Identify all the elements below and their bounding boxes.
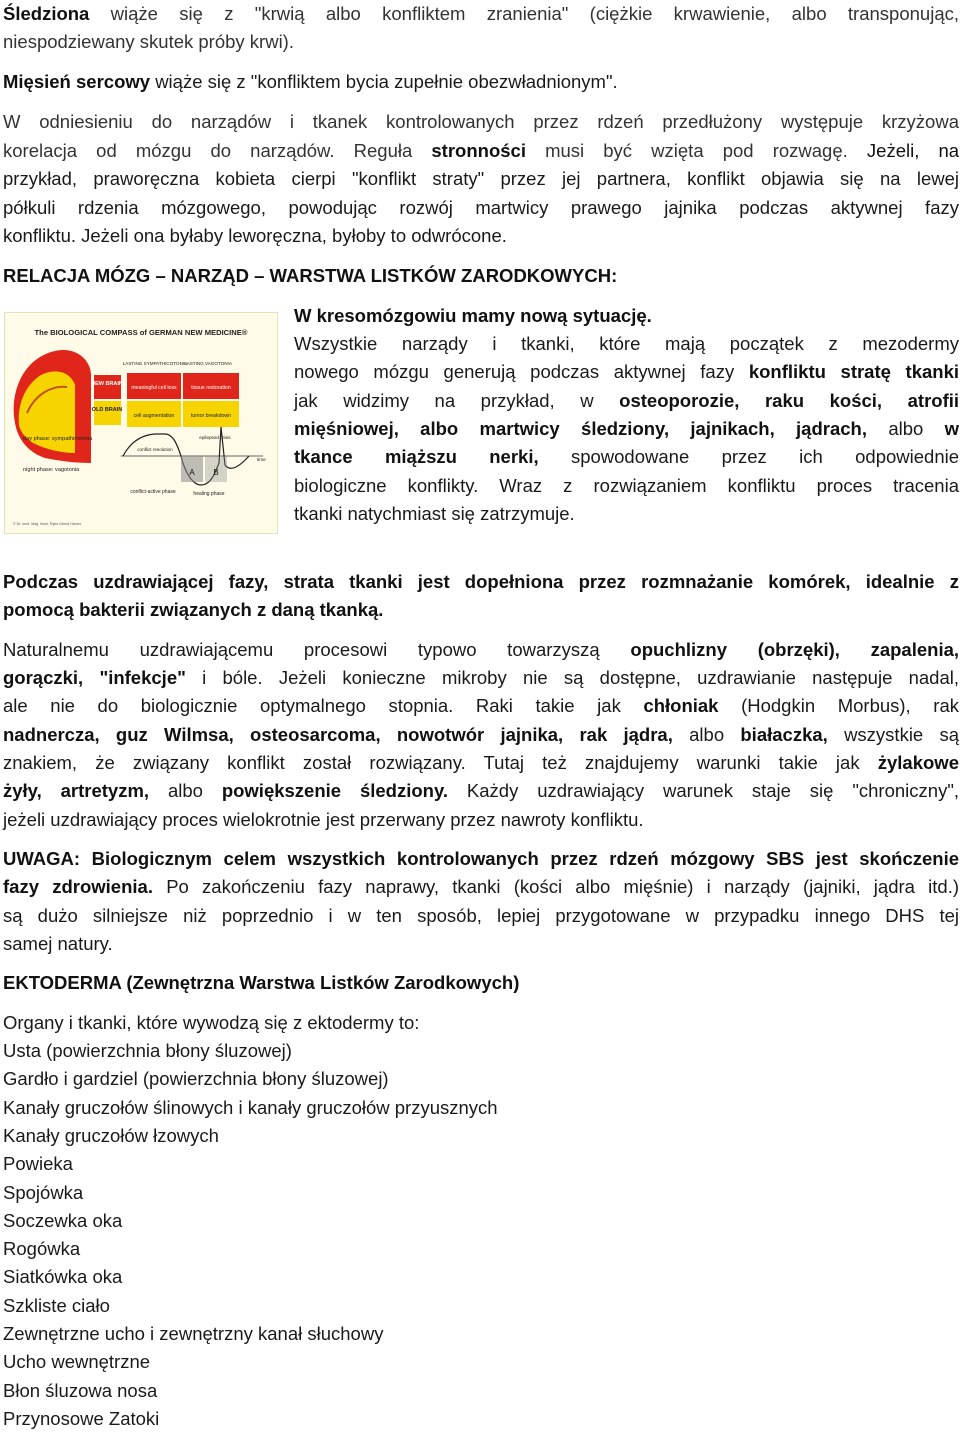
paragraph-note-line4 [3,930,959,958]
emphasis: mięśniowej, albo martwicy śledziony, jajnikach, jądrach, [294,418,867,439]
right-line4 [294,415,959,443]
right-line7 [294,500,959,528]
text: korelacja od mózgu do narządów. Reguła [3,140,413,161]
paragraph-natural-line1 [3,636,959,664]
night-phase-label: night phase: vagotonia [23,467,80,473]
section-heading-ectoderm [3,969,959,997]
term-laterality: stronności [431,140,526,161]
list-item: Siatkówka oka [3,1266,123,1288]
heading-text: RELACJA MÓZG – NARZĄD – WARSTWA LISTKÓW ZARODKOWYCH: [3,265,618,286]
text: Naturalnemu uzdrawiającemu procesowi typowo towarzyszą [3,639,600,660]
text: albo [167,780,203,801]
text: spowodowane przez ich odpowiednie [570,446,960,467]
paragraph-crossing-line3 [3,165,959,193]
cell-augmentation-label: cell augmentation [133,413,175,419]
new-brain-box [94,375,121,399]
biological-compass-figure [4,312,278,534]
figure-title: The BIOLOGICAL COMPASS of GERMAN NEW MEDICINE® [34,328,248,337]
text: musi być wzięta pod rozwagę. [545,140,848,161]
heading-text: W kresomózgowiu mamy nową sytuację. [294,305,652,326]
text: tkanki natychmiast się zatrzymuje. [294,503,575,524]
paragraph-heart [3,68,959,96]
cell-loss-label: meaningful cell loss [131,385,177,391]
old-brain-box [91,401,123,425]
label-b: B [213,468,219,477]
paragraph-crossing-line1 [3,108,959,136]
paragraph-crossing-line4 [3,194,959,222]
list-item: Soczewka oka [3,1209,123,1231]
epileptoid-crisis-label: epileptoid crisis [199,435,231,440]
time-label: time [257,457,266,462]
emphasis: gorączki, "infekcje" [3,667,186,688]
paragraph-healing-line2 [3,596,959,624]
list-item: Usta (powierzchnia błony śluzowej) [3,1040,292,1061]
emphasis: nadnercza, guz Wilmsa, osteosarcoma, nowotwór jajnika, rak jądra, [3,724,673,745]
text: albo [689,724,725,745]
label-a: A [189,468,195,477]
text: wszystkie są [844,724,960,745]
term-spleen: Śledziona [3,3,90,24]
list-item: Zewnętrzne ucho i zewnętrzny kanał słuchowy [3,1323,384,1344]
paragraph-note-line2 [3,873,959,901]
biological-compass-diagram [5,313,277,533]
text: biologiczne konflikty. Wraz z rozwiązaniem konfliktu proces tracenia [294,475,959,496]
list-intro: Organy i tkanki, które wywodzą się z ektodermy to: [3,1012,420,1033]
tumor-breakdown-label: tumor breakdown [190,413,232,419]
text: wiąże się z "konfliktem bycia zupełnie obezwładnionym". [155,71,618,92]
new-brain-label: NEW BRAIN [91,381,123,387]
text: W odniesieniu do narządów i tkanek kontrolowanych przez rdzeń przedłużony występuje krzyżowa [3,111,959,132]
paragraph-natural-line7 [3,806,959,834]
text: są dużo silniejsze niż poprzednio i w ten sposób, lepiej przygotowane w przypadku innego DHS tej [3,905,959,926]
emphasis: w [944,418,959,439]
text: Jeżeli, na [866,140,960,161]
text: znakiem, że związany konflikt został rozwiązany. Tutaj też znajdujemy warunki takie jak [3,752,860,773]
text: wiąże się z "krwią albo konfliktem zranienia" (ciężkie krwawienie, albo transponując, [110,3,959,24]
list-item: Kanały gruczołów ślinowych i kanały gruczołów przyusznych [3,1096,498,1118]
healing-phase-label: healing phase [193,491,225,497]
emphasis: pomocą bakterii związanych z daną tkanką. [3,599,384,620]
conflict-resolution-label: conflict resolution [137,447,173,452]
list-item: Ucho wewnętrzne [3,1351,151,1373]
text: albo [888,418,924,439]
emphasis: UWAGA: Biologicznym celem wszystkich kontrolowanych przez rdzeń mózgowy SBS jest skończenie [3,848,959,869]
old-brain-label: OLD BRAIN [91,407,123,413]
paragraph-note-line1 [3,845,959,873]
paragraph-crossing-line2 [3,137,959,165]
emphasis: fazy zdrowienia. [3,876,153,897]
paragraph-natural-line2 [3,664,959,692]
emphasis: Podczas uzdrawiającej fazy, strata tkanki jest dopełniona przez rozmnażanie komórek, idealnie z [3,571,959,592]
paragraph-healing-line1 [3,568,959,596]
paragraph-natural-line5 [3,749,959,777]
lasting-vagotonia-label: LASTING VAGOTONIA [184,361,232,366]
text: jeżeli uzdrawiający proces wielokrotnie jest przerwany przez nawroty konfliktu. [3,809,644,830]
conflict-active-phase-label: conflict-active phase [130,489,176,495]
emphasis: białaczka, [740,724,828,745]
paragraph-natural-line3 [3,692,959,720]
emphasis: żylakowe [877,752,959,773]
right-heading [294,302,959,330]
right-line3 [294,387,959,415]
list-item: Spojówka [3,1181,84,1203]
paragraph-spleen [3,0,959,28]
paragraph-spleen-cont [3,28,959,56]
list-item: Rogówka [3,1238,81,1260]
tissue-restoration-label: tissue restoration [191,385,231,391]
text: półkuli rdzenia mózgowego, powodując rozwój martwicy prawego jajnika podczas aktywnej fazy [3,197,959,218]
text: nowego mózgu generują podczas aktywnej fazy [294,361,735,382]
text: niespodziewany skutek próby krwi). [3,31,294,52]
copyright-label: © Dr. med. Mag. theol. Ryke Geerd Hamer [13,522,81,526]
list-item: Szkliste ciało [3,1294,110,1316]
right-line2 [294,358,959,386]
heading-text: EKTODERMA (Zewnętrzna Warstwa Listków Zarodkowych) [3,972,520,993]
lasting-sympathicotonia-label: LASTING SYMPATHICOTONIA [122,361,188,366]
day-phase-label: day phase: sympathicotonia [23,436,93,442]
paragraph-natural-line4 [3,721,959,749]
right-line1 [294,330,959,358]
section-heading-brain-organ [3,262,959,290]
list-item: Gardło i gardziel (powierzchnia błony śluzowej) [3,1068,389,1090]
paragraph-natural-line6 [3,777,959,805]
emphasis: tkance miąższu nerki, [294,446,539,467]
text: ale nie do biologicznie optymalnego stopnia. Raki takie jak [3,695,621,716]
text: jak widzimy na przykład, w [294,390,594,411]
right-line6 [294,472,959,500]
text: przykład, praworęczna kobieta cierpi "konflikt straty" przez jej partnera, konflikt objawia się na lewej [3,168,959,189]
text: samej natury. [3,933,113,954]
text: (Hodgkin Morbus), rak [741,695,959,716]
list-item: Kanały gruczołów łzowych [3,1124,219,1146]
emphasis: chłoniak [643,695,719,716]
emphasis: żyły, artretyzm, [3,780,150,801]
text: Po zakończeniu fazy naprawy, tkanki (kości albo mięśnie) i narządy (jajniki, jądra itd.) [166,876,960,897]
list-item: Błon śluzowa nosa [3,1379,158,1401]
text: Wszystkie narządy i tkanki, które mają początek z mezodermy [294,333,959,354]
text: konfliktu. Jeżeli ona byłaby leworęczna, byłoby to odwrócone. [3,225,507,246]
emphasis: opuchlizny (obrzęki), zapalenia, [630,639,960,660]
paragraph-note-line3 [3,902,959,930]
emphasis: powiększenie śledziony. [221,780,449,801]
emphasis: osteoporozie, raku kości, atrofii [619,390,960,411]
text: i bóle. Jeżeli konieczne mikroby nie są dostępne, uzdrawianie następuje nadal, [202,667,960,688]
term-heart-muscle: Mięsień sercowy [3,71,151,92]
text: Każdy uzdrawiający warunek staje się "chroniczny", [466,780,960,801]
paragraph-crossing-line5 [3,222,959,250]
list-item: Powieka [3,1153,73,1175]
emphasis: konfliktu stratę tkanki [748,361,960,382]
right-line5 [294,443,959,471]
list-item: Przynosowe Zatoki [3,1407,160,1429]
